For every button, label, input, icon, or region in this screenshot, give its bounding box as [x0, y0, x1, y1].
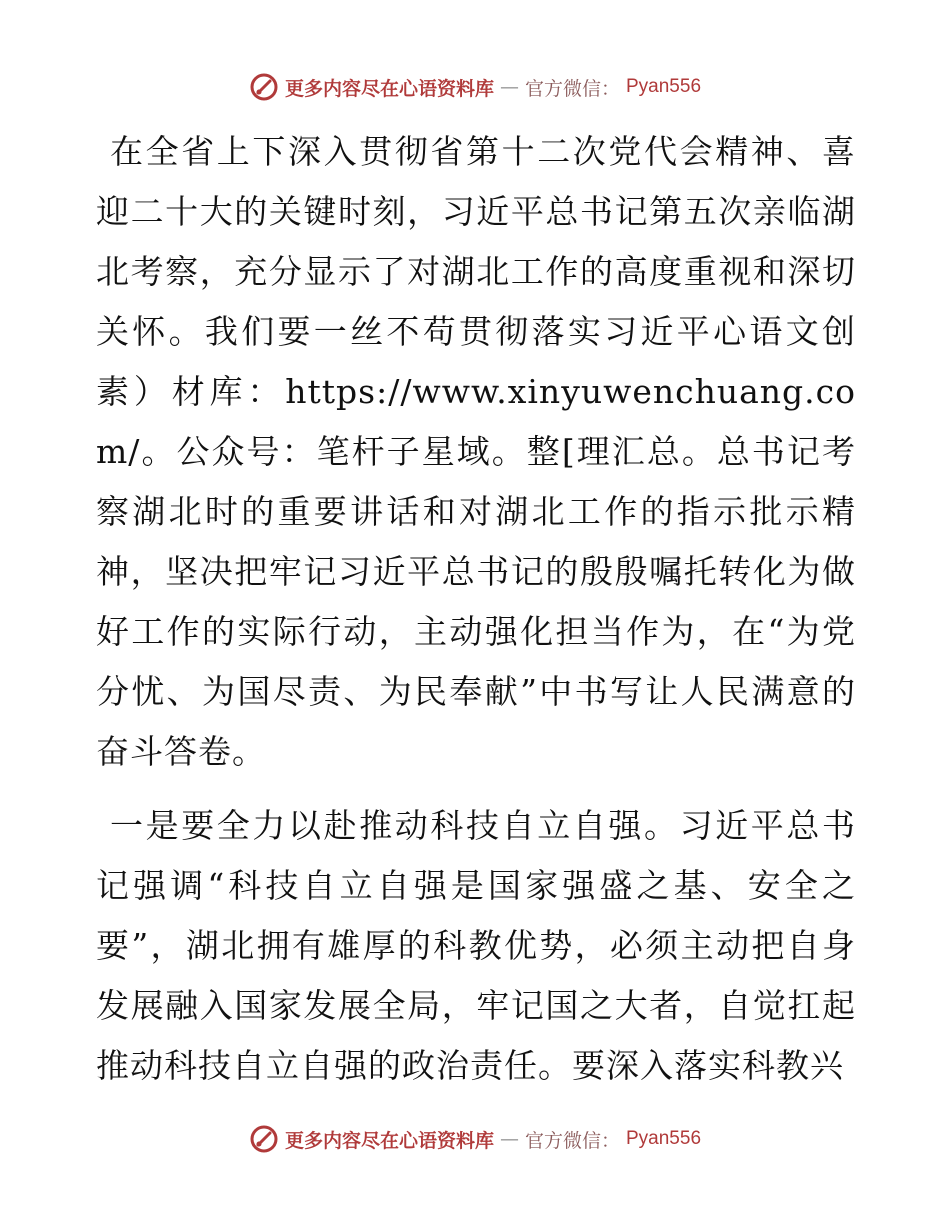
watermark-separator: —: [499, 76, 519, 98]
paragraph-1: 在全省上下深入贯彻省第十二次党代会精神、喜迎二十大的关键时刻，习近平总书记第五次亲临湖北考察，充分显示了对湖北工作的高度重视和深切关怀。我们要一丝不苟贯彻落实习近平心语文创素）材库：https://www.xinyuwenchuang.com/。公众号：笔杆子星域。整[理汇总。总书记考察湖北时的重要讲话和对湖北工作的指示批示精神，坚决把牢记习近平总书记的殷殷嘱托转化为做好工作的实际行动，主动强化担当作为，在“为党分忧、为国尽责、为民奉献”中书写让人民满意的奋斗答卷。: [96, 132, 856, 771]
paragraph-2: 一是要全力以赴推动科技自立自强。习近平总书记强调“科技自立自强是国家强盛之基、安全之要”，湖北拥有雄厚的科教优势，必须主动把自身发展融入国家发展全局，牢记国之大者，自觉扛起推动科技自立自强的政治责任。要深入落实科教兴: [96, 806, 856, 1085]
pen-seal-icon: [249, 72, 279, 102]
watermark-label: 官方微信：: [524, 77, 620, 100]
watermark-brand: 更多内容尽在心语资料库: [284, 1129, 494, 1152]
watermark-brand: 更多内容尽在心语资料库: [284, 77, 494, 100]
footer-watermark: [0, 1124, 950, 1154]
watermark-label: 官方微信：: [524, 1129, 620, 1152]
watermark-wechat-id: Pyan556: [626, 1128, 702, 1149]
document-body: [96, 122, 856, 1110]
header-watermark: [0, 72, 950, 102]
pen-seal-icon: [249, 1124, 279, 1154]
watermark-wechat-id: Pyan556: [626, 76, 702, 97]
watermark-separator: —: [499, 1128, 519, 1150]
